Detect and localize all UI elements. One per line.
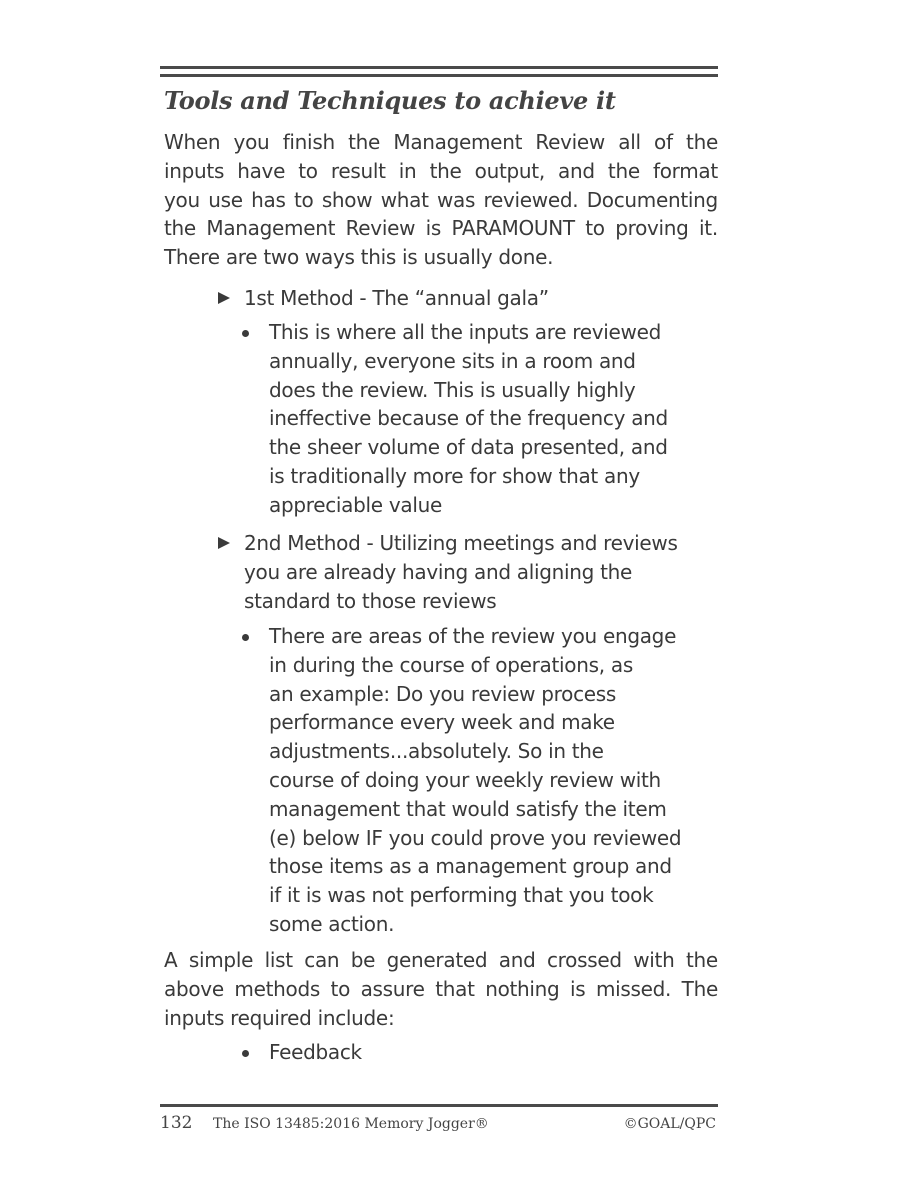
word: output,	[474, 158, 545, 183]
intro-paragraph	[164, 128, 718, 272]
top-double-rule	[160, 66, 718, 77]
method-2-bullet-text: There are areas of the review you engage in during the course of operations, as an example: Do you review process performance every week and make adjustments...absolutely. So in the course of doing your weekly review with management that would satisfy the item (e) below IF you could prove you reviewed those items as a management group and if it is was not performing that you took some action.	[269, 624, 682, 936]
method-1-label: 1st Method - The “annual gala”	[244, 286, 549, 310]
word: what	[380, 187, 429, 212]
word: it.	[699, 216, 718, 241]
word: generated	[386, 948, 488, 972]
word: inputs	[164, 158, 225, 183]
word: the	[348, 130, 381, 154]
word: nothing	[485, 976, 560, 1001]
page-number: 132	[160, 1113, 193, 1133]
word: with	[633, 948, 675, 972]
word: assure	[360, 976, 425, 1001]
triangle-bullet-icon	[218, 537, 230, 549]
word: to	[298, 158, 318, 183]
word: methods	[234, 976, 320, 1001]
copyright-notice: ©GOAL/QPC	[623, 1116, 716, 1132]
word: is	[570, 976, 586, 1001]
word: Documenting	[586, 187, 718, 212]
word: to	[293, 187, 314, 212]
word: to	[330, 976, 351, 1001]
method-1-bullet-text: This is where all the inputs are reviewed annually, everyone sits in a room and does the review. This is usually highly ineffective because of the frequency and the sheer volume of data presented, and is traditionally more for show that any appreciable value	[269, 320, 668, 517]
intro-line	[164, 128, 718, 157]
word: Management	[393, 130, 523, 154]
word: the	[429, 158, 462, 183]
outro-line: inputs required include:	[164, 1005, 395, 1030]
word: can	[304, 948, 340, 972]
intro-line	[164, 157, 718, 186]
word: A	[164, 948, 178, 972]
page-footer	[160, 1113, 718, 1135]
word: the	[685, 948, 718, 972]
book-title: The ISO 13485:2016 Memory Jogger®	[213, 1116, 489, 1132]
word: and	[558, 158, 595, 183]
word: use	[208, 187, 243, 212]
word: Review	[535, 130, 605, 154]
word: list	[264, 948, 293, 972]
intro-line: There are two ways this is usually done.	[164, 245, 554, 270]
word: simple	[188, 948, 254, 972]
section-heading: Tools and Techniques to achieve it	[164, 86, 616, 115]
word: the	[164, 216, 196, 241]
word: is	[425, 216, 441, 241]
word: and	[498, 948, 536, 972]
outro-line	[164, 975, 718, 1004]
word: that	[435, 976, 475, 1001]
round-bullet-icon	[242, 1050, 249, 1057]
word: result	[330, 158, 386, 183]
outro-paragraph	[164, 946, 718, 1032]
word: above	[164, 976, 224, 1001]
word: all	[618, 130, 641, 154]
word: you	[233, 130, 270, 154]
intro-line	[164, 186, 718, 215]
word: was	[437, 187, 476, 212]
round-bullet-icon	[242, 634, 249, 641]
outro-line	[164, 946, 718, 975]
word: show	[321, 187, 373, 212]
book-page	[160, 66, 718, 1146]
triangle-bullet-icon	[218, 292, 230, 304]
word: has	[251, 187, 286, 212]
word: you	[164, 187, 200, 212]
word: crossed	[546, 948, 622, 972]
word: The	[681, 976, 718, 1001]
word: proving	[615, 216, 689, 241]
word: reviewed.	[483, 187, 579, 212]
round-bullet-icon	[242, 330, 249, 337]
word: finish	[282, 130, 335, 154]
word: be	[350, 948, 376, 972]
word: in	[398, 158, 417, 183]
word: the	[607, 158, 640, 183]
word: Management	[206, 216, 336, 241]
word: have	[237, 158, 286, 183]
word: missed.	[595, 976, 672, 1001]
inputs-list-item-text: Feedback	[269, 1040, 362, 1064]
word: When	[164, 130, 221, 154]
word: PARAMOUNT	[451, 216, 575, 241]
method-2-label: 2nd Method - Utilizing meetings and reviews you are already having and aligning the standard to those reviews	[244, 531, 678, 613]
word: the	[686, 130, 718, 154]
word: to	[585, 216, 605, 241]
footer-rule	[160, 1104, 718, 1107]
word: format	[652, 158, 718, 183]
word: of	[654, 130, 673, 154]
word: Review	[345, 216, 416, 241]
intro-line	[164, 214, 718, 243]
